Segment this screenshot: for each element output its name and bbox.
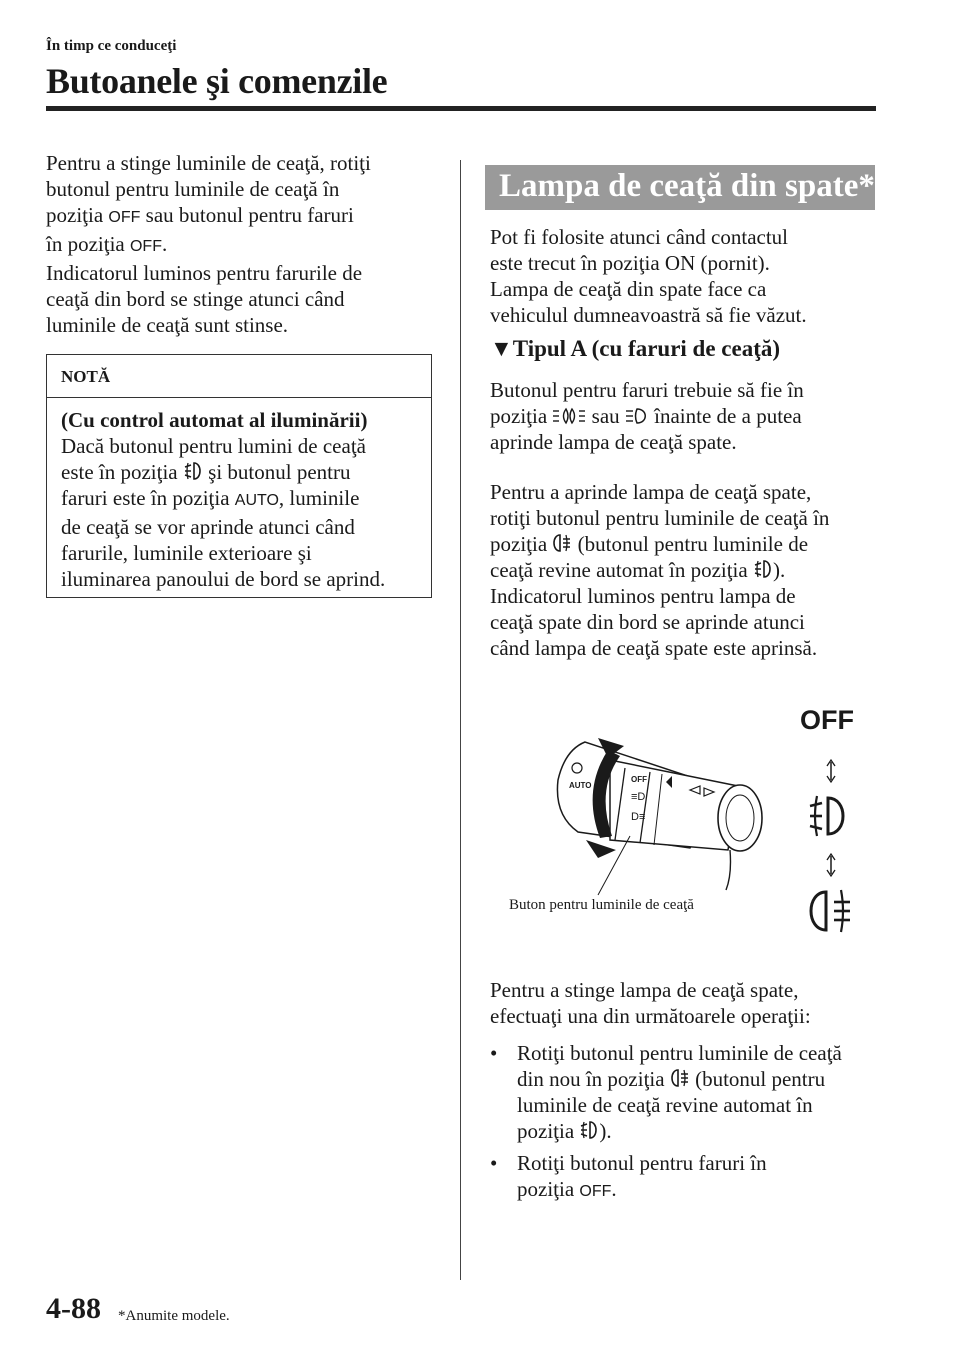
fog-off-paragraph: Pentru a stinge luminile de ceaţă, rotiţi butonul pentru luminile de ceaţă în poziţia OFF sau butonul pentru faruri în poziţia OFF. Indicatorul luminos pentru farurile de ceaţă din bord se stinge atunci când luminile de ceaţă sunt stinse. bbox=[46, 151, 371, 337]
note-label: NOTĂ bbox=[61, 367, 111, 386]
stalk-auto-label: AUTO bbox=[569, 781, 592, 790]
breadcrumb: În timp ce conduceţi bbox=[46, 38, 177, 54]
section-title: Lampa de ceaţă din spate* bbox=[499, 168, 875, 204]
column-divider bbox=[460, 160, 461, 1280]
section-title-bar bbox=[485, 165, 875, 210]
intro-paragraph: Pot fi folosite atunci când contactul este trecut în poziţia ON (pornit). Lampa de ceaţă din spate face ca vehiculul dumneavoastră să fie văzut. bbox=[490, 225, 807, 327]
auto-code: AUTO bbox=[234, 492, 279, 509]
rear-fog-on-paragraph: Pentru a aprinde lampa de ceaţă spate, rotiţi butonul pentru luminile de ceaţă în poziţia (butonul pentru luminile de ceaţă revine automat în poziţia ). Indicatorul luminos pentru lampa de ceaţă spate din bord se aprinde atunci când lampa de ceaţă spate este aprinsă. bbox=[490, 480, 830, 660]
headlight-requirement-paragraph: Butonul pentru faruri trebuie să fie în poziţia sau înainte de a putea aprinde lampa de ceaţă spate. bbox=[490, 378, 804, 454]
note-body: (Cu control automat al iluminării) Dacă butonul pentru lumini de ceaţă este în poziţia şi butonul pentru faruri este în poziţia AUTO, luminile de ceaţă se vor aprinde atunci când farurile, luminile exterioare şi iluminarea panoului de bord se aprind. bbox=[61, 408, 386, 591]
subheading: ▼Tipul A (cu faruri de ceaţă) bbox=[490, 336, 781, 361]
headlight-icon bbox=[625, 406, 649, 426]
rear-fog-icon bbox=[670, 1067, 690, 1089]
bullet-dot: • bbox=[490, 1151, 498, 1175]
figure-caption: Buton pentru luminile de ceaţă bbox=[509, 897, 694, 913]
note-header bbox=[47, 355, 431, 398]
rear-fog-symbol bbox=[811, 890, 850, 932]
page-number: 4-88 bbox=[46, 1292, 101, 1325]
rear-fog-off-paragraph: Pentru a stinge lampa de ceaţă spate, efectuaţi una din următoarele operaţii: bbox=[490, 978, 811, 1028]
svg-text:≡D: ≡D bbox=[631, 791, 646, 803]
front-fog-icon bbox=[753, 558, 773, 580]
note-box bbox=[46, 354, 432, 598]
bullet-item: • Rotiţi butonul pentru faruri în poziţia OFF. bbox=[490, 1151, 767, 1201]
bullet-dot: • bbox=[490, 1041, 498, 1065]
title-rule bbox=[46, 106, 876, 111]
rear-fog-icon bbox=[552, 532, 572, 554]
off-code: OFF bbox=[129, 238, 162, 255]
off-code: OFF bbox=[579, 1183, 612, 1200]
front-fog-icon bbox=[579, 1119, 599, 1141]
parking-light-icon bbox=[552, 406, 586, 426]
footnote: *Anumite modele. bbox=[118, 1308, 230, 1324]
bullet-item: • Rotiţi butonul pentru luminile de ceaţă din nou în poziţia (butonul pentru luminile de ceaţă revine automat în poziţia ). bbox=[490, 1041, 842, 1143]
off-code: OFF bbox=[108, 209, 141, 226]
svg-text:D≡: D≡ bbox=[631, 811, 646, 823]
front-fog-symbol bbox=[810, 796, 843, 836]
page-title: Butoanele şi comenzile bbox=[46, 61, 388, 101]
note-subtitle: (Cu control automat al iluminării) bbox=[61, 408, 368, 432]
stalk-off-label: OFF bbox=[631, 775, 647, 784]
figure-off-label: OFF bbox=[800, 705, 854, 735]
front-fog-icon bbox=[183, 460, 203, 482]
